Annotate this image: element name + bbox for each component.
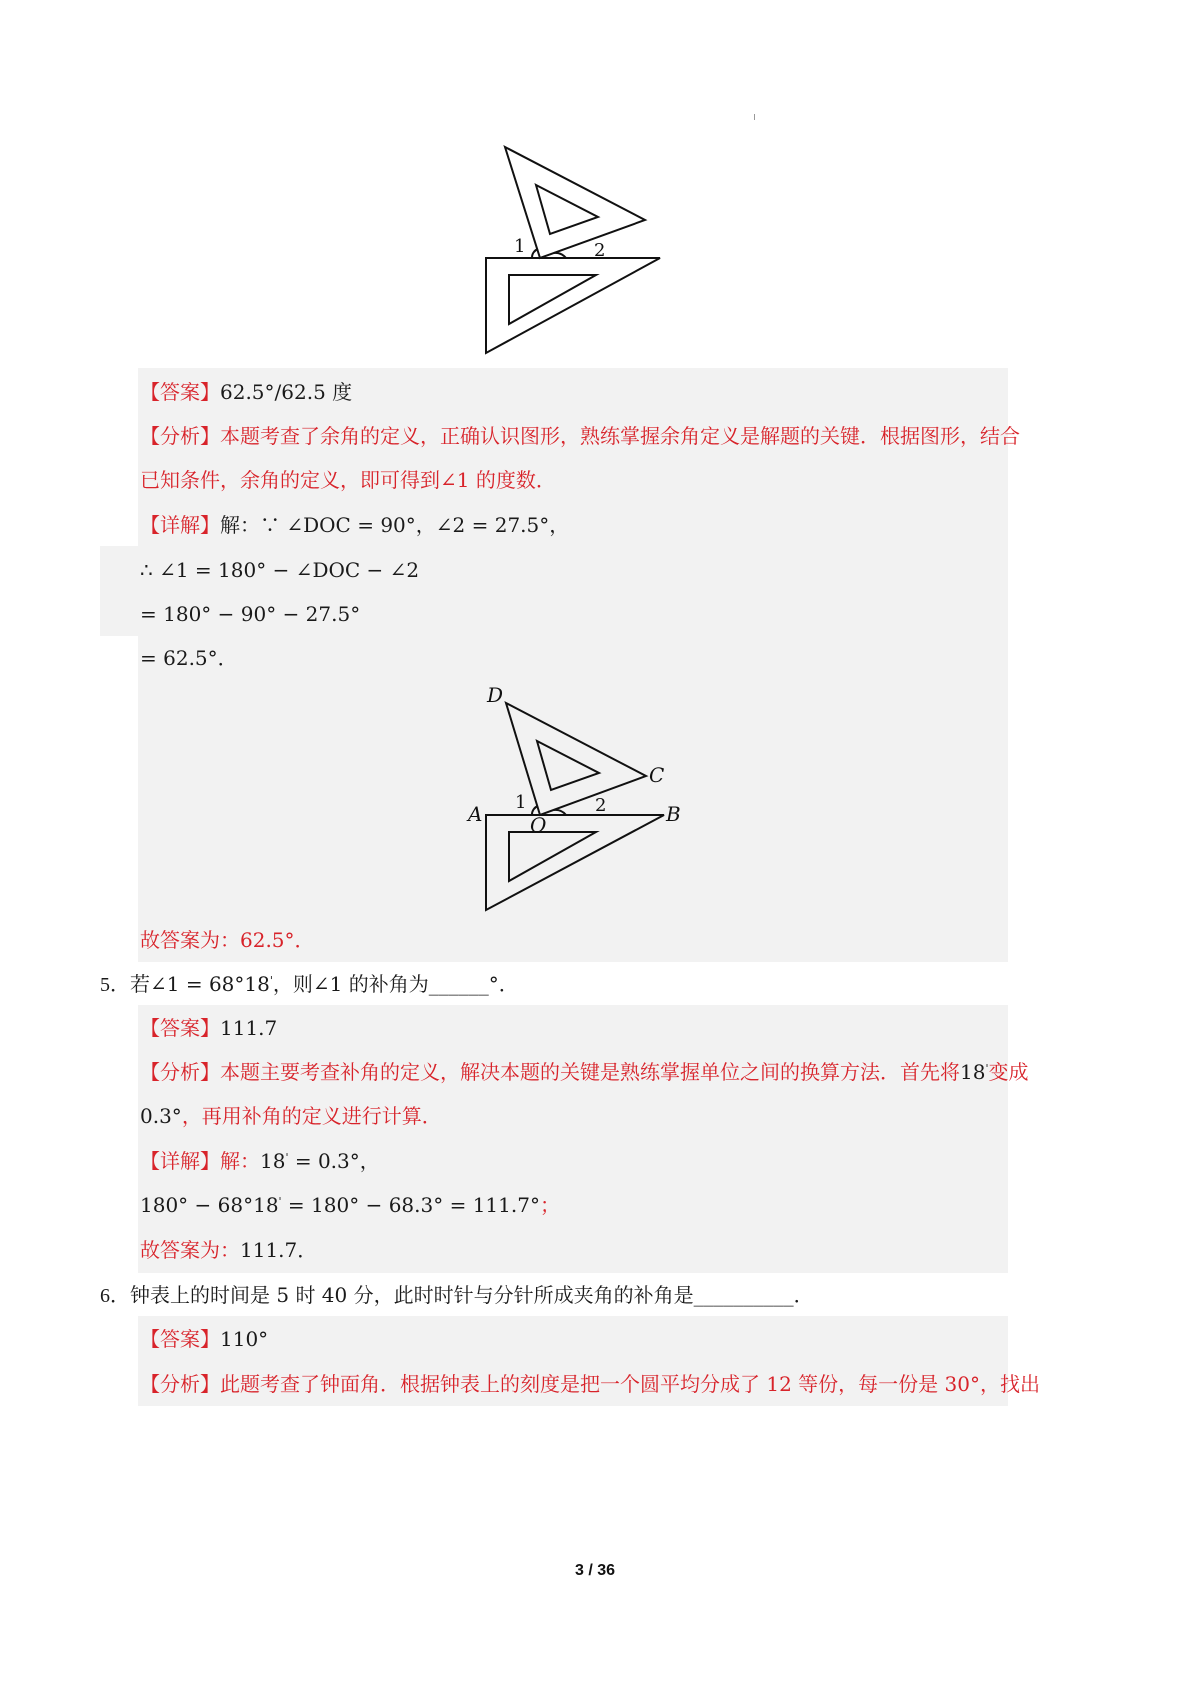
detail-expr-b: = 180° − 68.3° = 111.7° <box>281 1193 540 1217</box>
analysis-value: 0.3° <box>140 1104 182 1128</box>
upper-triangle-outer <box>505 147 645 258</box>
angle-1-arc <box>532 249 538 258</box>
detail-label: 【详解】 <box>140 513 220 537</box>
figure-label-B: B <box>666 802 681 826</box>
question-number: 6． <box>100 1285 130 1307</box>
answer-blank: __________ <box>693 1283 794 1307</box>
detail-expr-a: 180° − 68°18 <box>140 1193 279 1217</box>
analysis-value: 18 <box>960 1060 986 1084</box>
answer-value: 111.7 <box>220 1016 278 1040</box>
figure-label-2: 2 <box>595 795 607 816</box>
analysis-text: 本题考查了余角的定义，正确认识图形，熟练掌握余角定义是解题的关键．根据图形，结合 <box>220 424 1020 448</box>
stray-mark <box>754 114 755 120</box>
analysis-text-end: 变成 <box>988 1060 1029 1084</box>
question-number: 5． <box>100 974 130 996</box>
lower-triangle-outer <box>486 815 664 910</box>
prime-mark: ' <box>269 974 273 987</box>
analysis-label: 【分析】 <box>140 1060 220 1084</box>
prime-mark: ' <box>985 1062 989 1075</box>
figure-triangles-top <box>480 142 670 358</box>
detail-value-end: = 0.3°， <box>288 1149 380 1173</box>
detail-line-1 <box>140 1149 380 1173</box>
conclusion-value: 111.7． <box>240 1238 318 1262</box>
conclusion-text: 故答案为： <box>140 1238 240 1262</box>
upper-triangle-inner <box>536 185 598 234</box>
detail-value: 18 <box>260 1149 286 1173</box>
question-text-b: ，则∠1 的补角为 <box>272 972 429 996</box>
answer-label: 【答案】 <box>140 1327 220 1351</box>
analysis-line-2 <box>140 1104 442 1128</box>
question-text-end: ． <box>793 1283 814 1307</box>
figure-label-1: 1 <box>515 792 527 813</box>
answer-blank: ______ <box>428 972 489 996</box>
solution-panel-2 <box>138 1005 1008 1273</box>
figure-triangles-labeled <box>460 682 690 918</box>
lower-triangle-outer <box>486 258 660 353</box>
analysis-label: 【分析】 <box>140 424 220 448</box>
detail-label: 【详解】 <box>140 1149 220 1173</box>
figure-label-A: A <box>468 802 483 826</box>
answer-value: 110° <box>220 1327 269 1351</box>
detail-punct: ； <box>539 1193 560 1217</box>
figure-label-1: 1 <box>514 236 526 257</box>
page-number: 3 / 36 <box>574 1562 616 1579</box>
detail-text: 解：∵ ∠DOC = 90°，∠2 = 27.5°， <box>220 513 570 537</box>
prime-mark: ' <box>285 1151 289 1164</box>
detail-line-2: ∴ ∠1 = 180° − ∠DOC − ∠2 <box>140 558 420 582</box>
analysis-text: 本题主要考查补角的定义，解决本题的关键是熟练掌握单位之间的换算方法．首先将 <box>220 1060 960 1084</box>
answer-label: 【答案】 <box>140 1016 220 1040</box>
analysis-line-2: 已知条件，余角的定义，即可得到∠1 的度数． <box>140 468 556 492</box>
figure-label-O: O <box>530 813 547 837</box>
question-5 <box>100 972 519 997</box>
answer-value: 62.5°/62.5 度 <box>220 380 353 404</box>
analysis-line-1 <box>140 1060 1028 1084</box>
answer-line-2 <box>140 1016 277 1040</box>
figure-label-C: C <box>649 763 665 787</box>
question-text-c: °． <box>488 972 519 996</box>
detail-line-4: = 62.5°． <box>140 646 238 670</box>
conclusion-line-1: 故答案为：62.5°． <box>140 928 315 952</box>
analysis-line-1 <box>140 1372 1040 1396</box>
conclusion-line-2 <box>140 1238 317 1262</box>
figure-label-D: D <box>487 683 504 707</box>
question-text: 钟表上的时间是 5 时 40 分，此时时针与分针所成夹角的补角是 <box>130 1283 694 1307</box>
upper-triangle-inner <box>537 741 599 790</box>
detail-line-3: = 180° − 90° − 27.5° <box>140 602 361 626</box>
figure-label-2: 2 <box>594 240 606 261</box>
analysis-line-1 <box>140 424 1020 448</box>
analysis-label: 【分析】 <box>140 1372 220 1396</box>
question-6 <box>100 1283 814 1308</box>
analysis-text: ，再用补角的定义进行计算． <box>181 1104 442 1128</box>
answer-line-1 <box>140 380 352 404</box>
upper-triangle-outer <box>506 703 646 815</box>
analysis-text: 此题考查了钟面角．根据钟表上的刻度是把一个圆平均分成了 12 等份，每一份是 30°，找出 <box>220 1372 1040 1396</box>
question-text-a: 若∠1 = 68°18 <box>130 972 270 996</box>
prime-mark: ' <box>278 1195 282 1208</box>
detail-text: 解： <box>220 1149 260 1173</box>
answer-label: 【答案】 <box>140 380 220 404</box>
detail-line-2 <box>140 1193 560 1217</box>
detail-line-1 <box>140 513 569 537</box>
answer-line-3 <box>140 1327 268 1351</box>
